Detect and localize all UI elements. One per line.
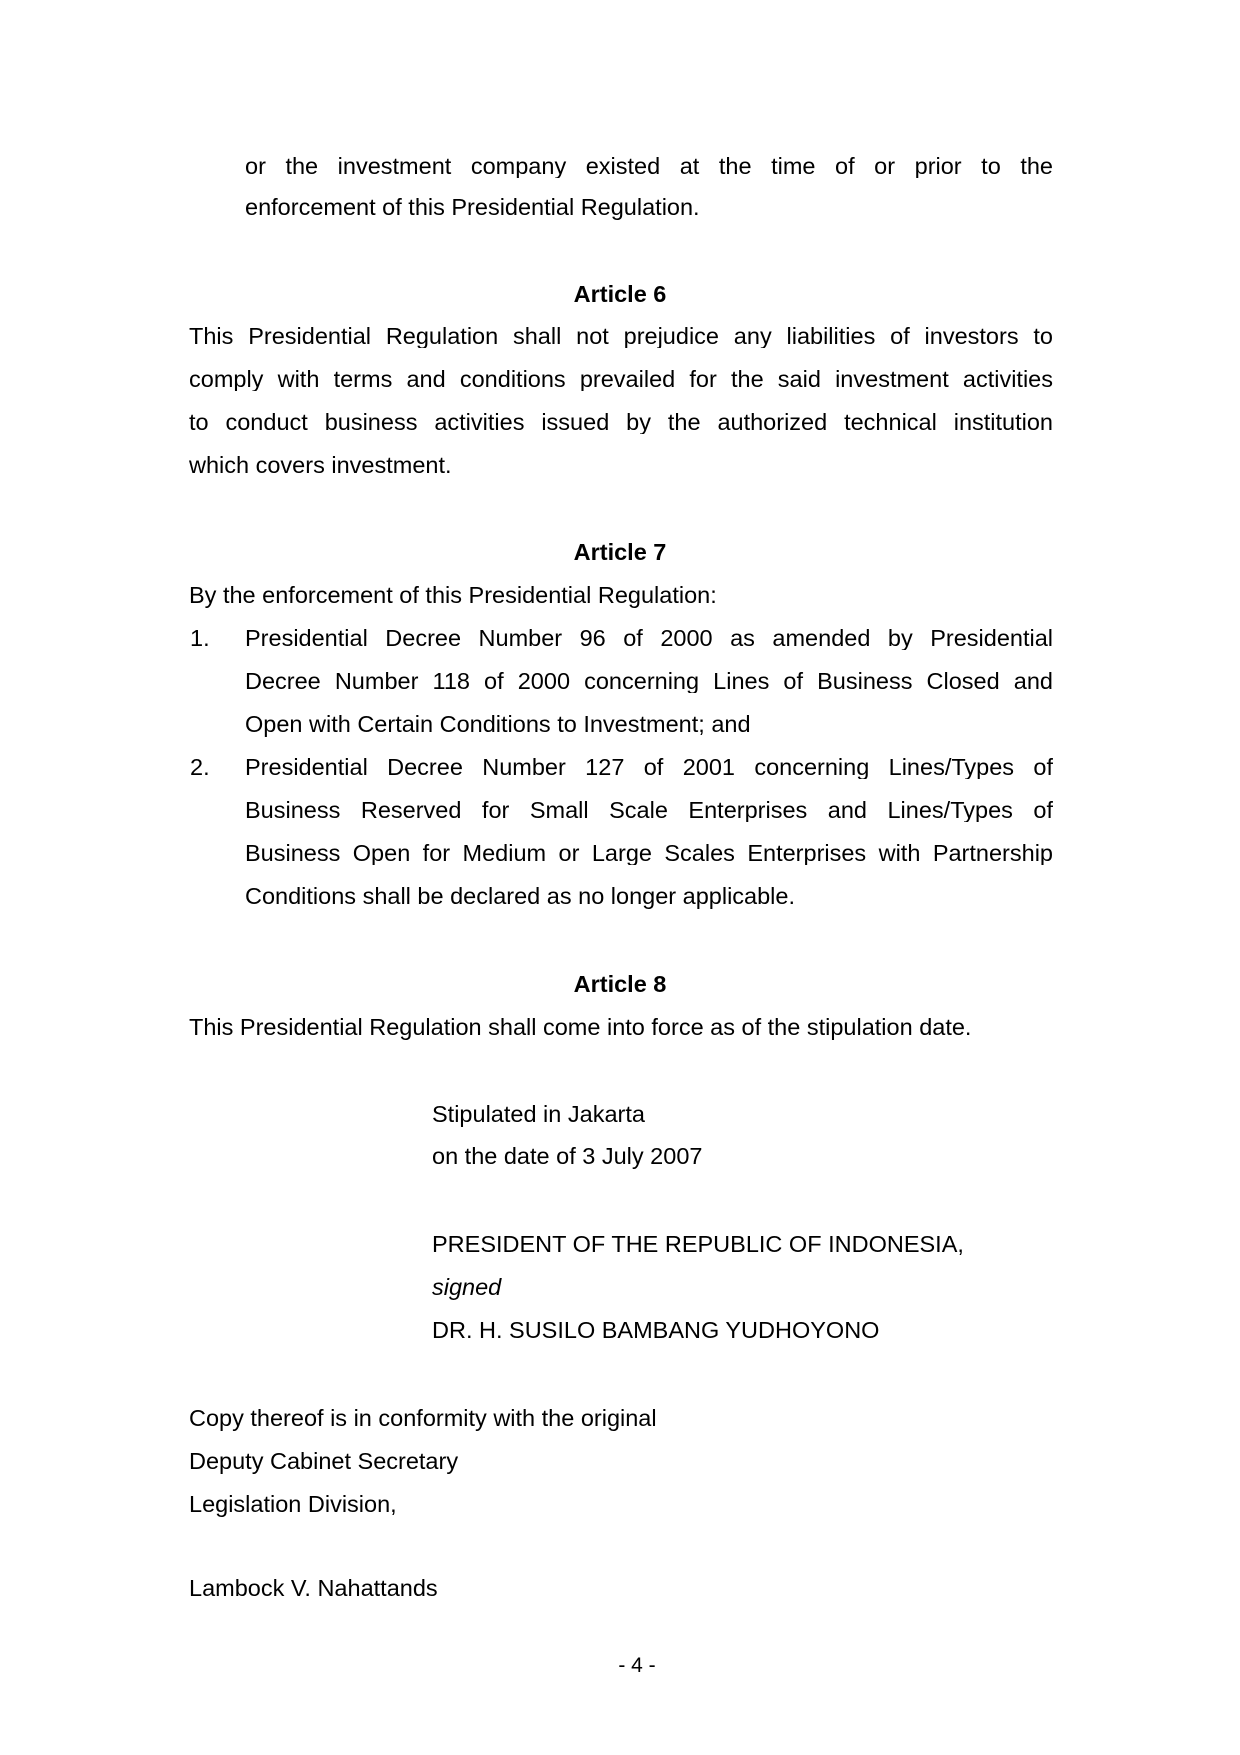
article-6-line: which covers investment. [189,452,452,478]
article-6-line: comply with terms and conditions prevailed for the said investment activities [189,367,1053,391]
certification-line: Deputy Cabinet Secretary [189,1448,459,1474]
article-7-lead: By the enforcement of this Presidential Regulation: [189,582,717,608]
signatory-title: PRESIDENT OF THE REPUBLIC OF INDONESIA, [432,1231,964,1257]
stipulation-date: on the date of 3 July 2007 [432,1143,703,1169]
list-item-line: Business Reserved for Small Scale Enterprises and Lines/Types of [245,798,1053,822]
list-item-number: 1. [190,625,210,651]
signed-note: signed [432,1274,502,1300]
intro-line: enforcement of this Presidential Regulation. [245,194,700,220]
article-8-text: This Presidential Regulation shall come into force as of the stipulation date. [189,1014,972,1040]
certification-line: Copy thereof is in conformity with the original [189,1405,657,1431]
list-item-line: Conditions shall be declared as no longer applicable. [245,883,796,909]
article-6-heading: Article 6 [573,281,667,307]
intro-line: or the investment company existed at the time of or prior to the [245,154,1053,178]
article-6-line: This Presidential Regulation shall not prejudice any liabilities of investors to [189,324,1053,348]
certifier-name: Lambock V. Nahattands [189,1575,438,1601]
list-item-line: Presidential Decree Number 127 of 2001 concerning Lines/Types of [245,755,1053,779]
list-item-line: Business Open for Medium or Large Scales Enterprises with Partnership [245,841,1053,865]
list-item-number: 2. [190,754,210,780]
page-number: - 4 - [618,1654,656,1677]
list-item-line: Decree Number 118 of 2000 concerning Lines of Business Closed and [245,669,1053,693]
article-7-heading: Article 7 [573,539,667,565]
list-item-line: Open with Certain Conditions to Investment; and [245,711,751,737]
stipulation-place: Stipulated in Jakarta [432,1101,645,1127]
article-8-heading: Article 8 [573,971,667,997]
list-item-line: Presidential Decree Number 96 of 2000 as amended by Presidential [245,626,1053,650]
signatory-name: DR. H. SUSILO BAMBANG YUDHOYONO [432,1317,880,1343]
certification-line: Legislation Division, [189,1491,397,1517]
article-6-line: to conduct business activities issued by the authorized technical institution [189,410,1053,434]
